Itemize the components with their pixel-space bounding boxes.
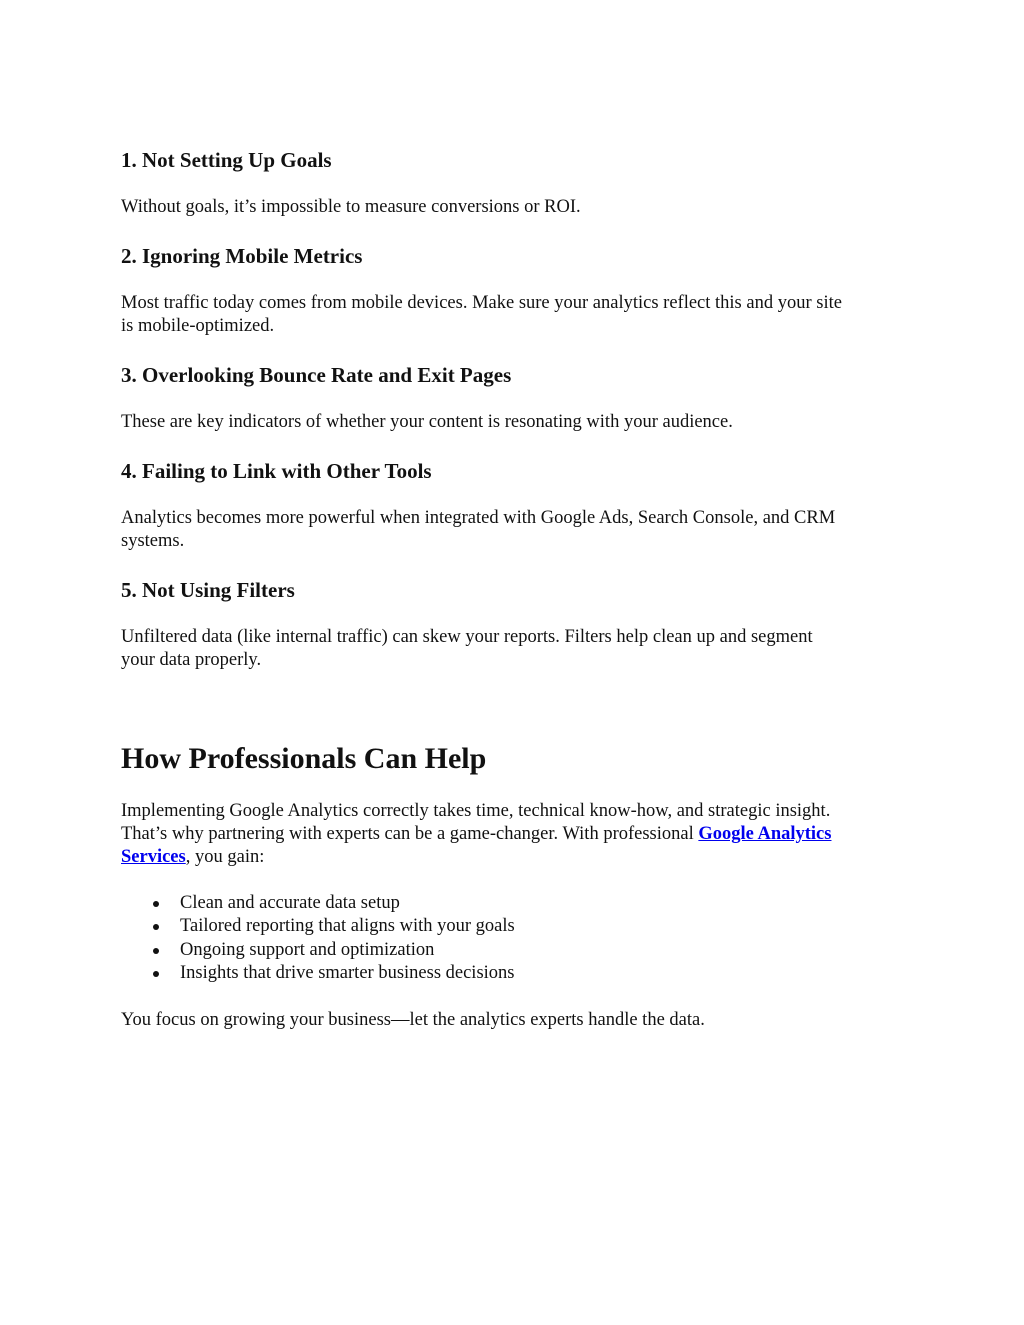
list-item-label: Tailored reporting that aligns with your goals [180, 916, 515, 937]
help-intro [121, 800, 906, 869]
help-heading: How Professionals Can Help [121, 742, 487, 775]
section-body-mobile-line1: Most traffic today comes from mobile devices. Make sure your analytics reflect this and your site [121, 293, 842, 313]
bullet-icon [153, 901, 159, 907]
section-body-filters-line1: Unfiltered data (like internal traffic) can skew your reports. Filters help clean up and segment [121, 627, 813, 647]
section-body-mobile [121, 292, 906, 338]
list-item-label: Clean and accurate data setup [180, 893, 400, 913]
section-body-tools-line2: systems. [121, 531, 185, 551]
section-heading-mobile: 2. Ignoring Mobile Metrics [121, 244, 363, 268]
section-heading-bounce: 3. Overlooking Bounce Rate and Exit Pages [121, 363, 512, 387]
section-body-tools [121, 507, 906, 553]
help-intro-line1: Implementing Google Analytics correctly takes time, technical know-how, and strategic insight. [121, 801, 831, 821]
list-item [121, 962, 515, 985]
list-item [121, 915, 515, 938]
link-text-part2: Services [121, 847, 186, 867]
help-closing: You focus on growing your business—let the analytics experts handle the data. [121, 1010, 705, 1030]
list-item-label: Insights that drive smarter business decisions [180, 962, 515, 983]
section-heading-filters: 5. Not Using Filters [121, 578, 295, 602]
section-heading-goals: 1. Not Setting Up Goals [121, 148, 332, 172]
help-intro-suffix: , you gain: [185, 847, 265, 867]
bullet-icon [153, 948, 159, 954]
section-body-bounce: These are key indicators of whether your content is resonating with your audience. [121, 412, 733, 432]
list-item [121, 939, 515, 962]
section-body-filters [121, 626, 906, 672]
benefits-list [121, 892, 515, 985]
help-intro-line2: That’s why partnering with experts can be a game-changer. With professional [121, 824, 699, 844]
section-body-filters-line2: your data properly. [121, 650, 262, 670]
section-heading-tools: 4. Failing to Link with Other Tools [121, 459, 432, 483]
section-body-goals: Without goals, it’s impossible to measure conversions or ROI. [121, 197, 581, 217]
section-body-tools-line1: Analytics becomes more powerful when integrated with Google Ads, Search Console, and CRM [121, 508, 836, 528]
bullet-icon [153, 971, 159, 977]
section-body-mobile-line2: is mobile-optimized. [121, 316, 275, 336]
list-item-label: Ongoing support and optimization [180, 939, 435, 960]
bullet-icon [153, 924, 159, 930]
link-text-part1: Google Analytics [698, 824, 832, 844]
list-item [121, 892, 515, 915]
